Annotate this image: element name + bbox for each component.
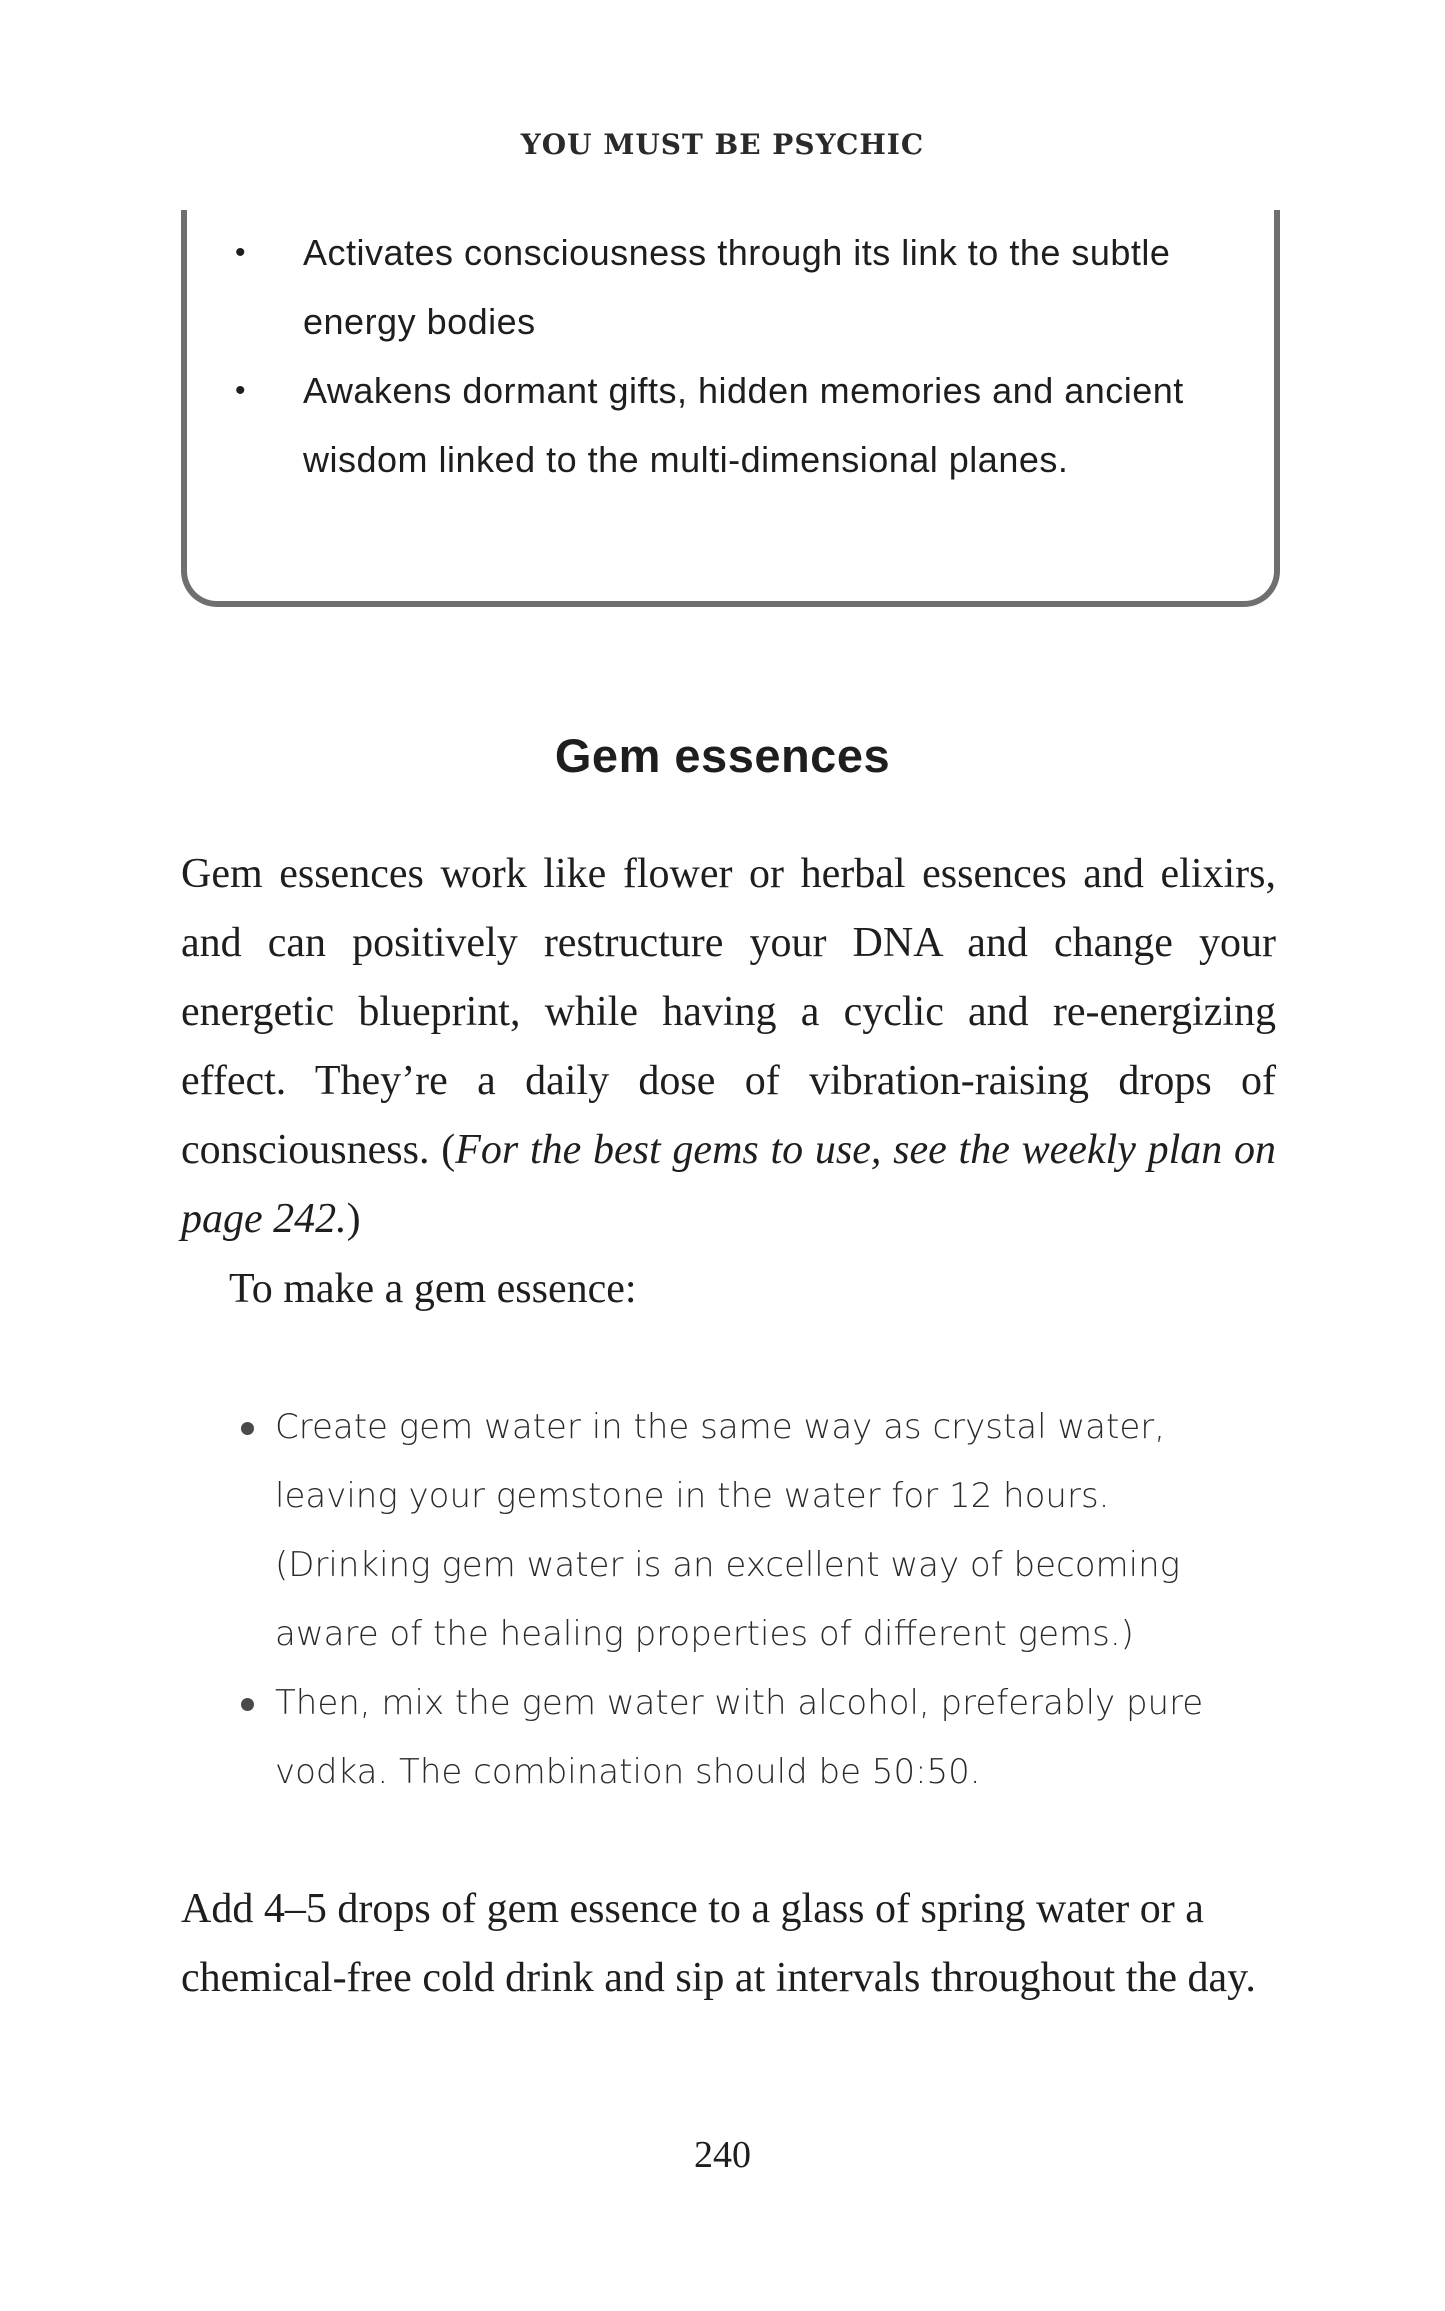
intro-paragraph-close: ) xyxy=(346,1196,361,1242)
step-text: Create gem water in the same way as crystal water, leaving your gemstone in the water for 12 hours. (Drinking gem water is an excellent way of becoming aware of the healing properties of different gems.) xyxy=(275,1407,1181,1654)
intro-paragraph-italic: For the best gems to use, see the weekly plan on page 242. xyxy=(181,1127,1276,1242)
bullet-dot-icon xyxy=(241,1422,254,1435)
closing-paragraph: Add 4–5 drops of gem essence to a glass of spring water or a chemical-free cold drink and sip at intervals throughout the day. xyxy=(181,1886,1256,2001)
step-text: Then, mix the gem water with alcohol, preferably pure vodka. The combination should be 50:50. xyxy=(275,1683,1204,1792)
step-item xyxy=(181,1393,1276,1669)
running-head: YOU MUST BE PSYCHIC xyxy=(520,128,925,161)
callout-item-text: Activates consciousness through its link to the subtle energy bodies xyxy=(303,232,1171,342)
intro-paragraph xyxy=(181,840,1276,1254)
callout-list xyxy=(187,218,1274,494)
step-item xyxy=(181,1669,1276,1807)
steps-list xyxy=(181,1393,1276,1807)
callout-list-item xyxy=(187,218,1274,356)
bullet-dot-icon xyxy=(241,1698,254,1711)
page-number: 240 xyxy=(694,2134,751,2176)
callout-item-text: Awakens dormant gifts, hidden memories and ancient wisdom linked to the multi-dimensional planes. xyxy=(303,370,1184,480)
callout-list-item xyxy=(187,356,1274,494)
bullet-icon: • xyxy=(235,236,247,269)
callout-box xyxy=(181,210,1280,607)
section-heading: Gem essences xyxy=(554,729,891,782)
bullet-icon: • xyxy=(235,374,247,407)
steps-intro: To make a gem essence: xyxy=(229,1266,637,1312)
intro-paragraph-text: Gem essences work like flower or herbal essences and elixirs, and can positively restructure your DNA and change your energetic blueprint, while having a cyclic and re-energizing effect. They’re a daily dose of vibration-raising drops of consciousness. ( xyxy=(181,851,1276,1173)
